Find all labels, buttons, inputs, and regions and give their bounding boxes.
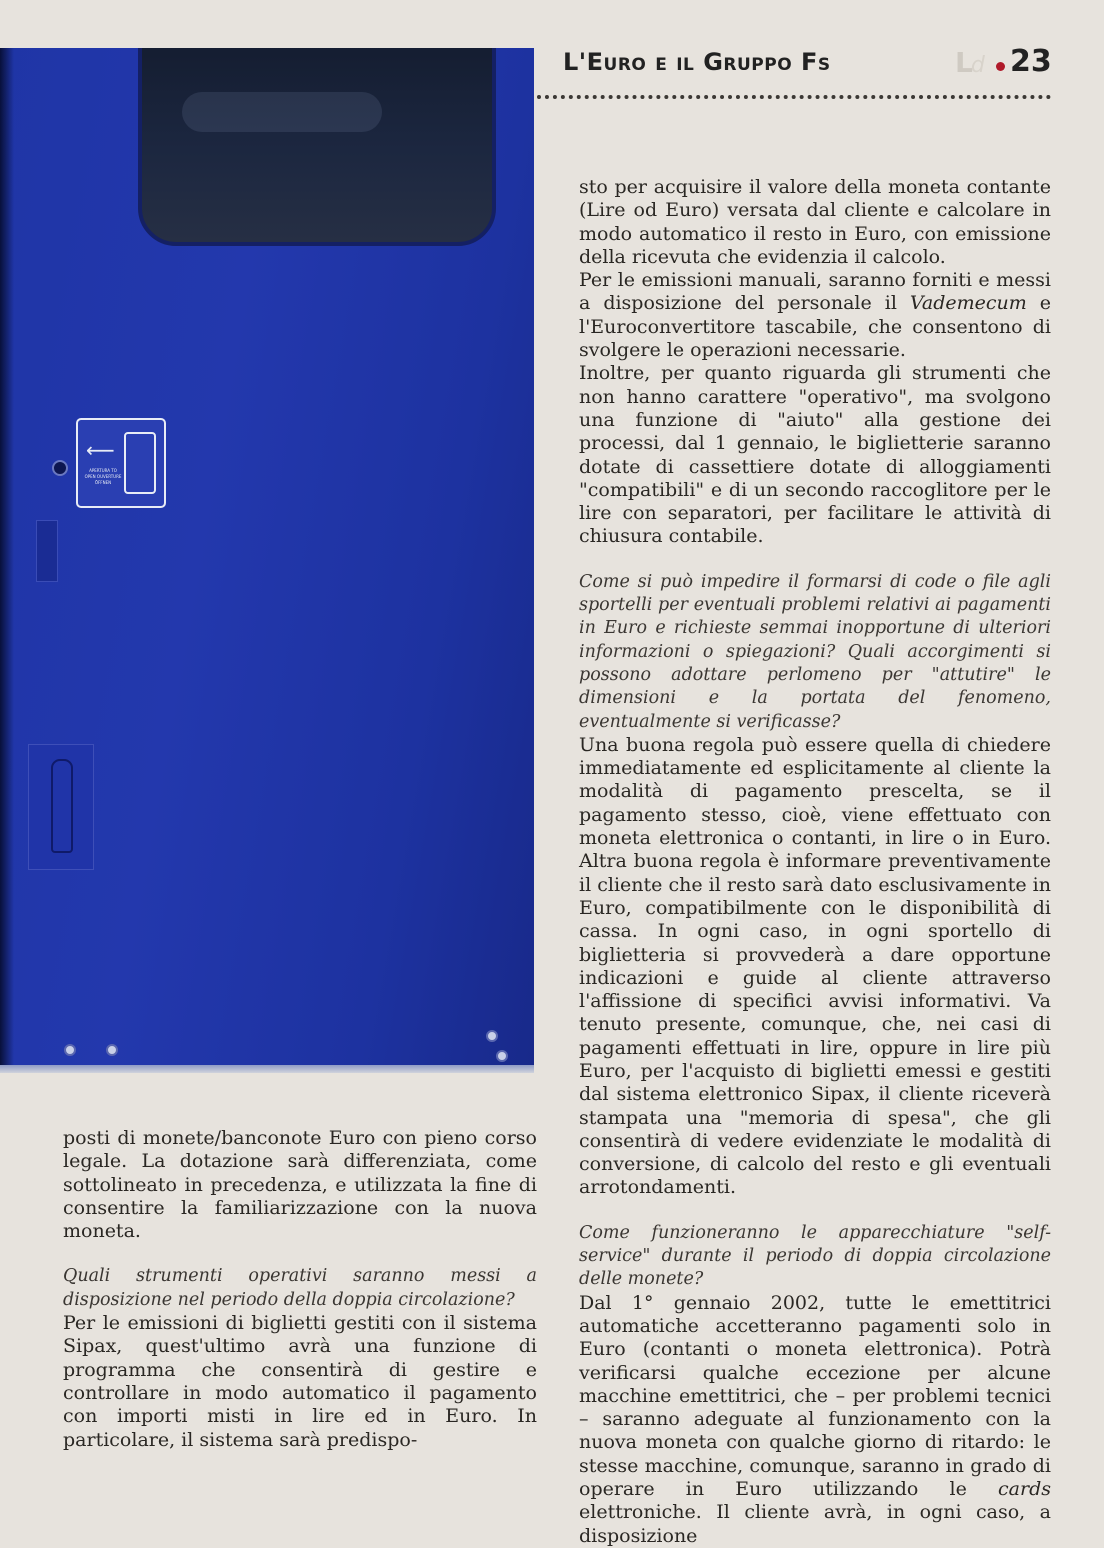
spacer <box>63 1243 537 1265</box>
left-text-column <box>63 1127 537 1452</box>
photo-edge-shadow <box>0 48 14 1073</box>
bolt-icon <box>486 1030 498 1042</box>
photo-bottom-strip <box>0 1065 534 1073</box>
italic-term: Vademecum <box>909 292 1027 315</box>
text-run: elettroniche. Il cliente avrà, in ogni caso, a disposizione <box>579 1501 1051 1547</box>
bolt-icon <box>64 1044 76 1056</box>
header-dotted-rule <box>537 95 1051 99</box>
arrow-left-icon: ⟵ <box>86 438 115 462</box>
bolt-icon <box>496 1050 508 1062</box>
answer: Una buona regola può essere quella di chiedere immediatamente ed esplicitamente al cliente la modalità di pagamento prescelta, se il pagamento stesso, cioè, viene effettuato con moneta elettronica o contanti, in lire o in Euro. Altra buona regola è informare preventivamente il cliente che il resto sarà dato esclusivamente in Euro, compatibilmente con le disponibilità di cassa. In ogni caso, in ogni sportello di biglietteria si provvederà a dare opportune indicazioni e guide al cliente attraverso l'affissione di specifici avvisi informativi. Va tenuto presente, comunque, che, nei casi di pagamenti effettuati in lire, oppure in lire più Euro, per l'acquisto di biglietti emessi e gestiti dal sistema elettronico Sipax, il cliente riceverà stampata una "memoria di spesa", che gli consentirà di vedere evidenziate le modalità di conversione, di calcolo del resto e gli eventuali arrotondamenti. <box>579 733 1051 1199</box>
door-open-sticker <box>76 418 166 508</box>
question: Come funzioneranno le apparecchiature "self-service" durante il periodo di doppia circolazione delle monete? <box>579 1222 1051 1290</box>
spacer <box>579 549 1051 571</box>
right-text-column <box>579 176 1051 1548</box>
paragraph: Inoltre, per quanto riguarda gli strumenti che non hanno carattere "operativo", ma svolgono una funzione di "aiuto" alla gestione dei processi, dal 1 gennaio, le biglietterie saranno dotate di cassettiere dotate di alloggiamenti "compatibili" e di un secondo raccoglitore per le lire con separatori, per facilitare le attività di chiusura contabile. <box>579 362 1051 548</box>
door-window <box>138 48 496 246</box>
text-run: Dal 1° gennaio 2002, tutte le emettitrici automatiche accetteranno pagamenti solo in Euro (contanti o moneta elettronica). Potrà verificarsi qualche eccezione per alcune macchine emettitrici, che – per problemi tecnici – saranno adeguate al funzionamento con la nuova moneta con qualche giorno di ritardo: le stesse macchine, comunque, saranno in grado di operare in Euro utilizzando le <box>579 1291 1051 1501</box>
section-title: L'Euro e il Gruppo Fs <box>563 48 831 76</box>
logo-letter: L <box>955 46 971 79</box>
question: Come si può impedire il formarsi di code o file agli sportelli per eventuali problemi relativi ai pagamenti in Euro e richieste semmai inopportune di ulteriori informazioni o spiegazioni? Quali accorgimenti si possono adottare perlomeno per "attutire" le dimensioni e la portata del fenomeno, eventualmente si verificasse? <box>579 571 1051 732</box>
paragraph <box>579 269 1051 362</box>
italic-term: cards <box>998 1478 1051 1501</box>
door-knob <box>52 460 68 476</box>
text-run: Per le emissioni manuali, saranno forniti e messi a disposizione del personale il <box>579 269 1051 315</box>
spacer <box>579 1200 1051 1222</box>
logo-suffix: d <box>970 53 983 78</box>
train-door-photo <box>0 48 534 1073</box>
door-slot <box>36 520 58 582</box>
paragraph: posti di monete/banconote Euro con pieno corso legale. La dotazione sarà differenziata, come sottolineato in precedenza, e utilizzata la fine di consentire la familiarizzazione con la nuova moneta. <box>63 1127 537 1243</box>
hand-press-icon <box>124 432 156 494</box>
bolt-icon <box>106 1044 118 1056</box>
answer: Per le emissioni di biglietti gestiti con il sistema Sipax, quest'ultimo avrà una funzione di programma che consentirà di gestire e controllare in modo automatico il pagamento con importi misti in lire ed in Euro. In particolare, il sistema sarà predispo- <box>63 1312 537 1451</box>
answer <box>579 1292 1051 1548</box>
header-bullet-dot <box>996 62 1005 71</box>
door-handle-plate <box>28 744 94 870</box>
magazine-logo <box>955 46 983 79</box>
question: Quali strumenti operativi saranno messi a disposizione nel periodo della doppia circolazione? <box>63 1266 537 1310</box>
paragraph: sto per acquisire il valore della moneta contante (Lire od Euro) versata dal cliente e calcolare in modo automatico il resto in Euro, con emissione della ricevuta che evidenzia il calcolo. <box>579 176 1051 268</box>
text-run: e l'Euroconvertitore tascabile, che consentono di svolgere le operazioni necessarie. <box>579 292 1051 362</box>
sticker-label: APERTURA TO OPEN OUVERTURE ÖFFNEN <box>84 468 122 485</box>
door-handle <box>51 759 73 853</box>
page-number: 23 <box>1010 44 1052 79</box>
